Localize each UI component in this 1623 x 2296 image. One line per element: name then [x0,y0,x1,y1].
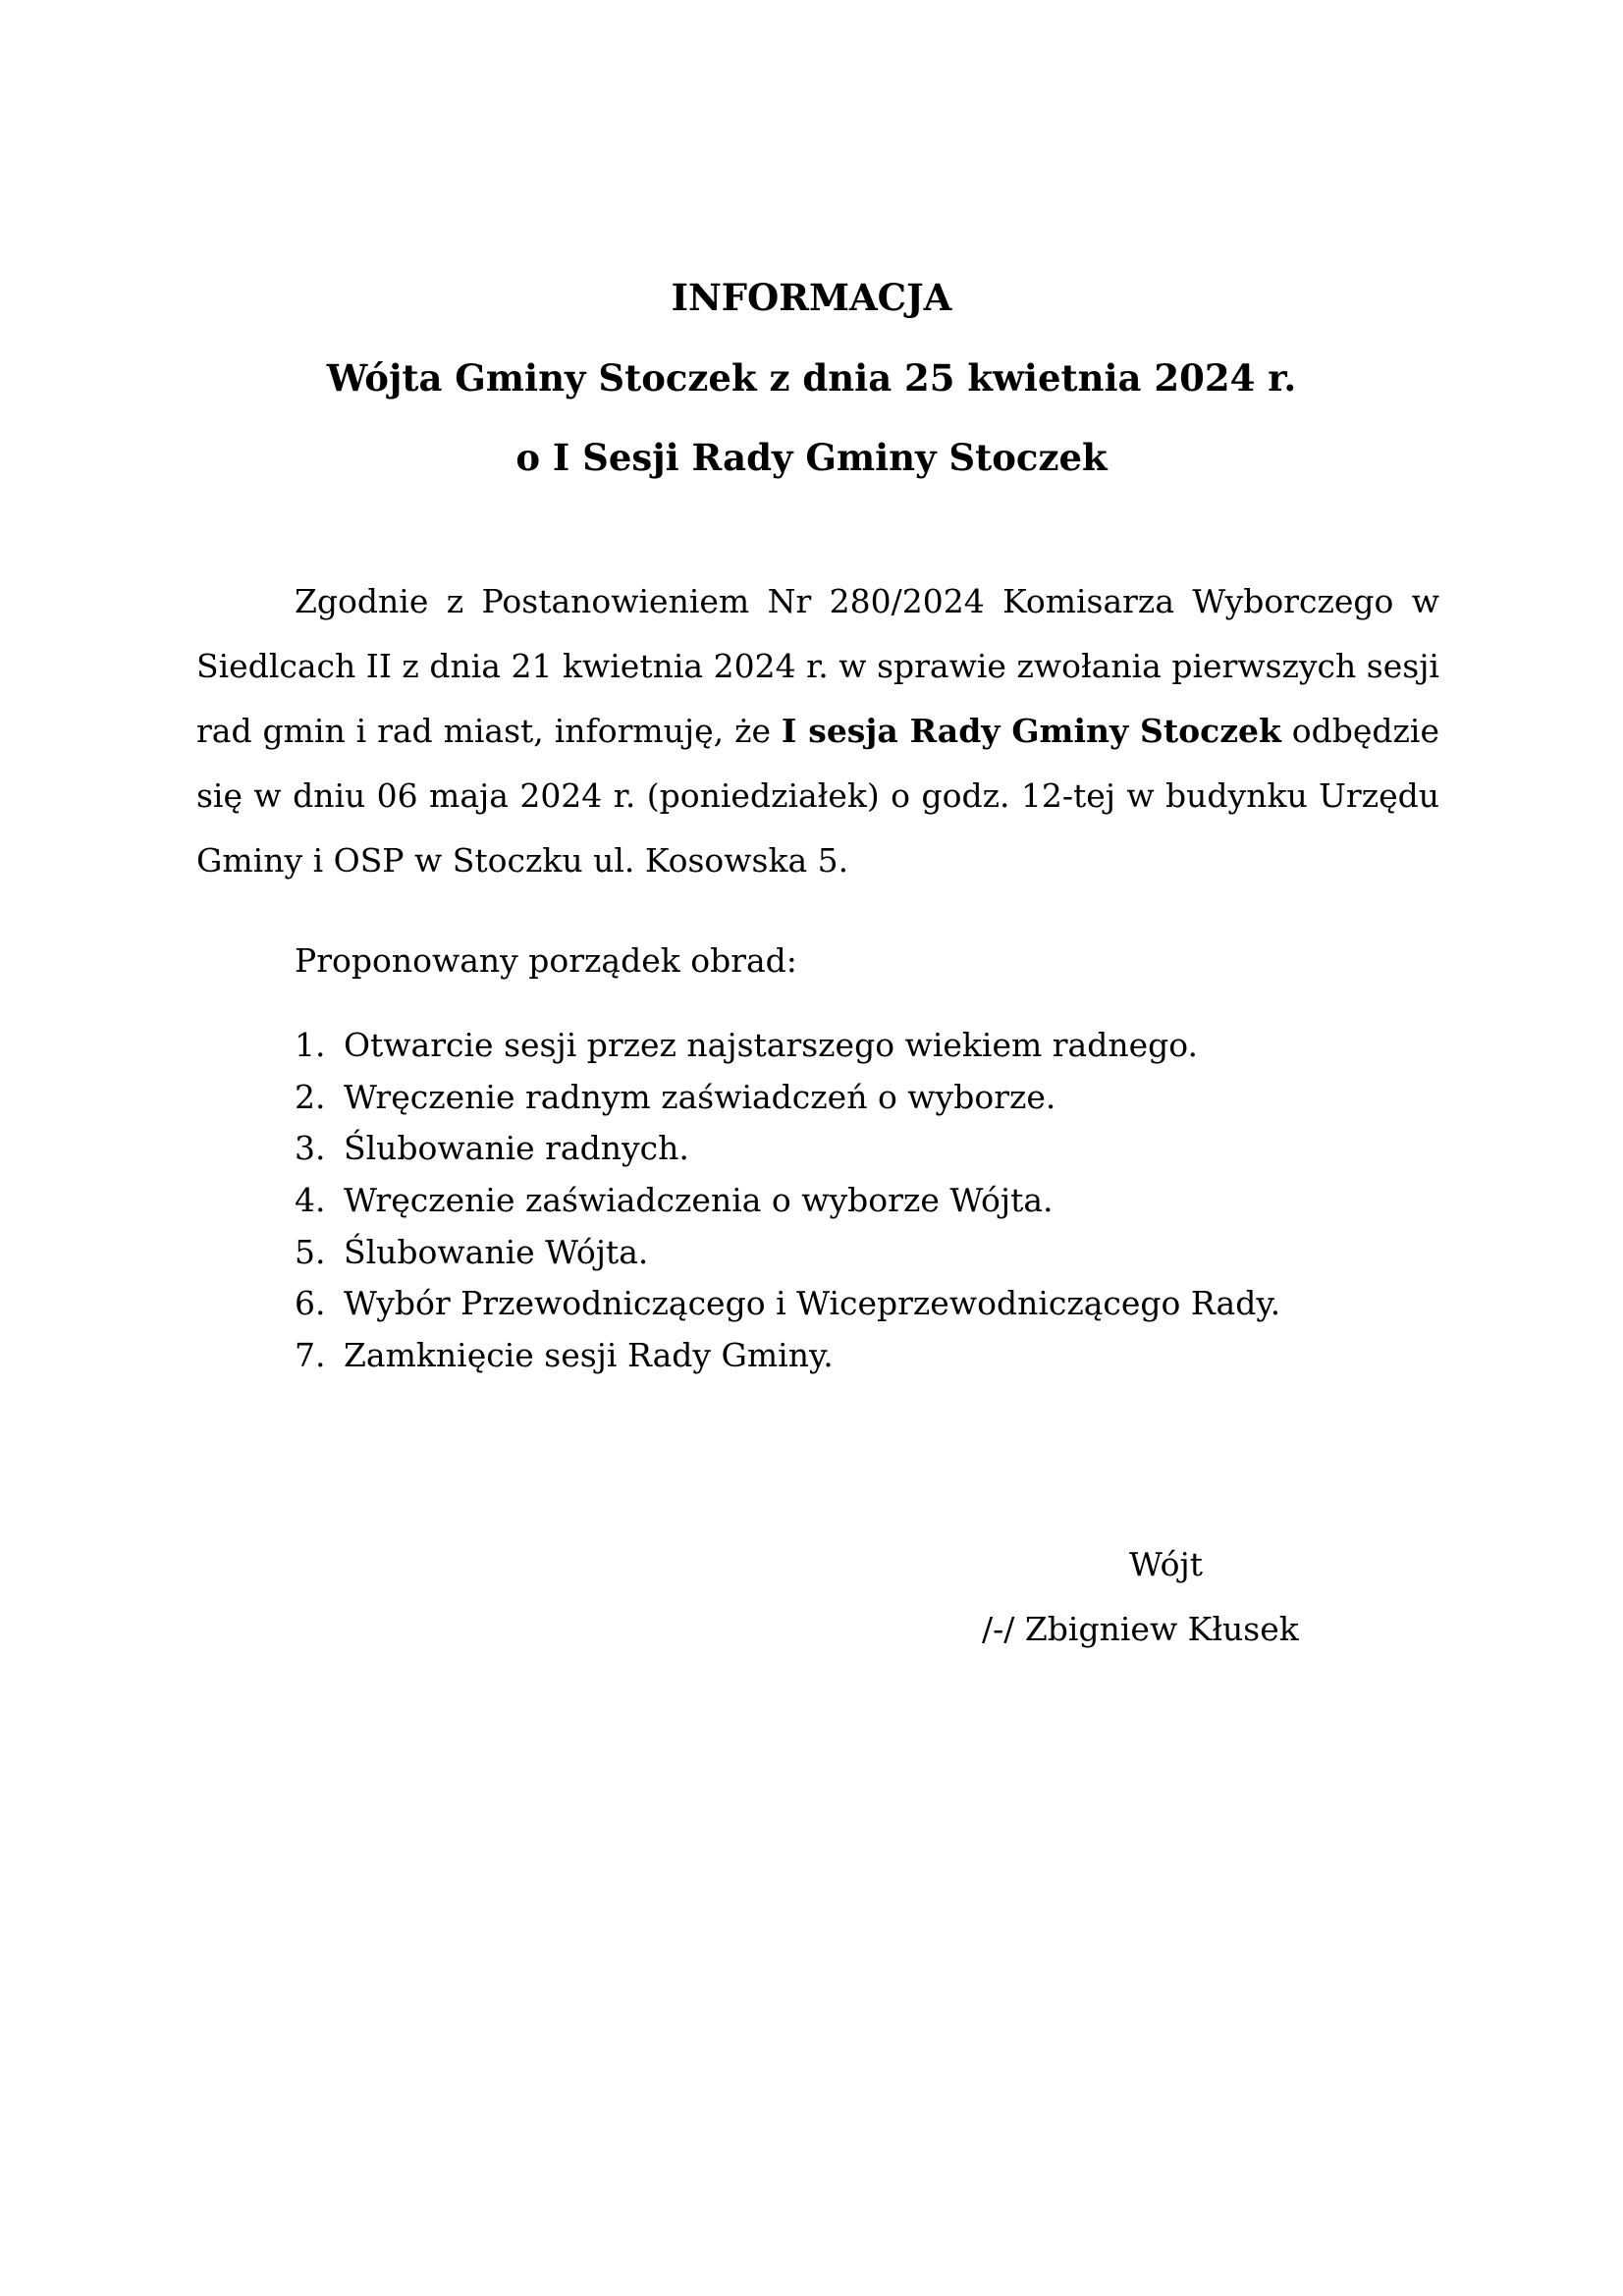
signature-block [982,1532,1375,1662]
agenda-item-number: 2. [295,1077,326,1116]
agenda-item-number: 3. [295,1129,326,1168]
agenda-item-text: Wybór Przewodniczącego i Wiceprzewodniczącego Rady. [344,1284,1281,1323]
agenda-item-text: Wręczenie zaświadczenia o wyborze Wójta. [344,1181,1054,1220]
agenda-item [295,1072,1375,1124]
agenda-item-number: 5. [295,1232,326,1271]
body-text-part1: Zgodnie z Postanowieniem Nr 280/2024 Komisarza Wyborczego w Siedlcach II z dnia 21 kwietnia 2024 r. w sprawie zwołania pierwszych sesji rad gmin i rad miast, informuję, że [196,582,1439,750]
agenda-item [295,1175,1375,1227]
agenda-item-number: 1. [295,1026,326,1064]
document-subject: o I Sesji Rady Gminy Stoczek [515,436,1108,479]
agenda-item [295,1020,1375,1072]
document-subtitle: Wójta Gminy Stoczek z dnia 25 kwietnia 2024 r. [326,356,1297,400]
body-text-bold: I sesja Rady Gminy Stoczek [781,712,1281,750]
agenda-list [295,1020,1375,1382]
signature-name: /-/ Zbigniew Kłusek [982,1610,1299,1648]
agenda-item [295,1227,1375,1279]
signature-title: Wójt [1129,1545,1204,1583]
agenda-item-text: Ślubowanie Wójta. [344,1232,649,1271]
agenda-item-number: 7. [295,1336,326,1375]
agenda-item-number: 6. [295,1284,326,1323]
document-title: INFORMACJA [671,276,952,319]
agenda-item-text: Ślubowanie radnych. [344,1129,689,1168]
agenda-item [295,1123,1375,1175]
agenda-item-text: Zamknięcie sesji Rady Gminy. [344,1336,834,1375]
body-paragraph [196,569,1439,893]
body-text-part2: odbędzie się w dniu 06 maja 2024 r. (poniedziałek) o godz. 12-tej w budynku Urzędu Gminy i OSP w Stoczku ul. Kosowska 5. [196,712,1439,880]
agenda-item-text: Otwarcie sesji przez najstarszego wiekiem radnego. [344,1026,1199,1064]
agenda-label: Proponowany porządek obrad: [295,941,797,980]
agenda-item [295,1330,1375,1382]
agenda-item-number: 4. [295,1181,326,1220]
agenda-item [295,1278,1375,1330]
agenda-item-text: Wręczenie radnym zaświadczeń o wyborze. [344,1077,1056,1116]
